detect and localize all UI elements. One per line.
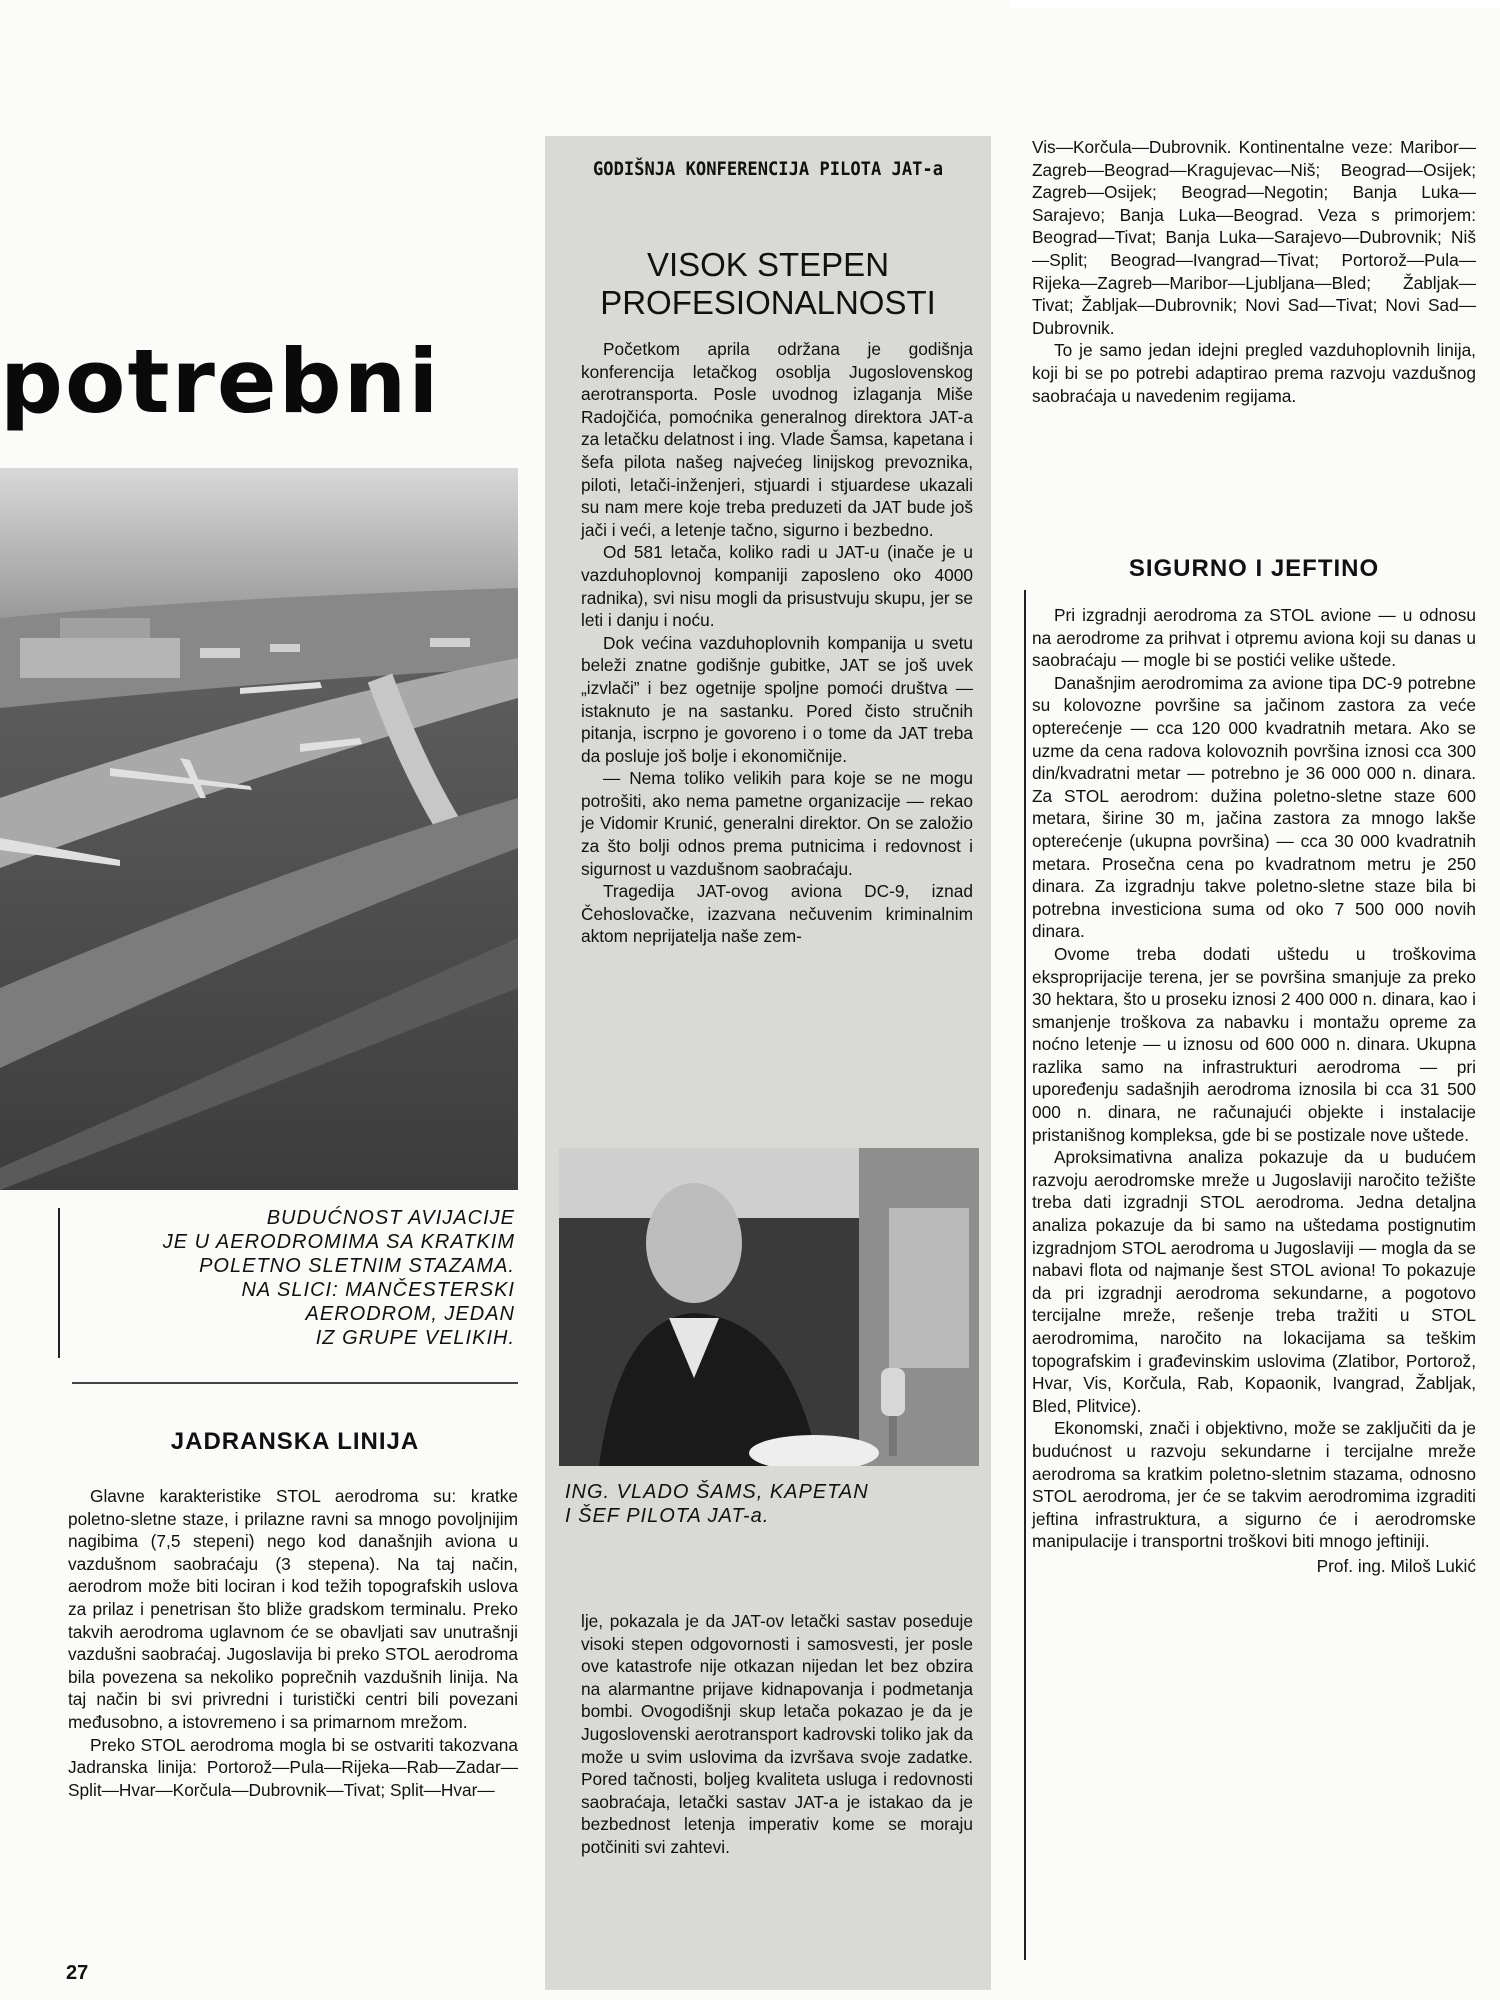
top-margin [1010, 0, 1500, 8]
box-title-line: VISOK STEPEN [646, 246, 890, 283]
box-text-continued [581, 1610, 973, 1859]
right-column-top-text [1032, 136, 1476, 407]
paragraph: Početkom aprila održana je godišnja konferencija letačkog osoblja Jugoslovenskog aerotransporta. Posle uvodnog izlaganja Miše Radojčića, pomoćnika generalnog direktora JAT-a za letačku delatnost i ing. Vlade Šamsa, kapetana i šefa pilota našeg najvećeg linijskog prevoznika, piloti, letači-inženjeri, stjuardi i stjuardese ukazali su nam mere koje treba preduzeti da JAT bude još jači i veći, a letenje tačno, sigurno i bezbedno. [581, 339, 973, 540]
paragraph: Vis—Korčula—Dubrovnik. Kontinentalne veze: Maribor—Zagreb—Beograd—Kragujevac—Niš; Beograd—Osijek; Zagreb—Osijek; Beograd—Negotin; Banja Luka—Sarajevo; Banja Luka—Beograd. Veza s primorjem: Beograd—Tivat; Banja Luka—Sarajevo—Dubrovnik; Niš—Split; Beograd—Ivangrad—Tivat; Portorož—Pula—Rijeka—Zagreb—Maribor—Ljubljana—Bled; Žabljak—Tivat; Žabljak—Dubrovnik; Novi Sad—Tivat; Novi Sad—Dubrovnik. [1032, 137, 1476, 338]
photo-caption-line: NA SLICI: MANČESTERSKI [241, 1279, 515, 1301]
paragraph: Preko STOL aerodroma mogla bi se ostvariti takozvana Jadranska linija: Portorož—Pula—Rijeka—Rab—Zadar—Split—Hvar—Korčula—Dubrovnik—Tivat; Split—Hvar— [68, 1734, 518, 1800]
paragraph: — Nema toliko velikih para koje se ne mogu potrošiti, ako nema pametne organizacije — rekao je Vidomir Krunić, generalni direktor. On se založio za što bolji odnos prema putnicima i redovnost i sigurnost u vazdušnom saobraćaju. [581, 768, 973, 879]
section-divider [72, 1382, 518, 1384]
paragraph: Od 581 letača, koliko radi u JAT-u (inače je u vazduhoplovnoj kompaniji zaposleno oko 4000 radnika), svi nisu mogli da prisustvuju skupu, jer se leti i danju i noću. [581, 542, 973, 631]
airport-aerial-photo [0, 468, 518, 1190]
section-title-jadranska: JADRANSKA LINIJA [170, 1428, 420, 1455]
photo-caption-line: JE U AERODROMIMA SA KRATKIM [162, 1231, 515, 1253]
left-column-text [68, 1485, 518, 1801]
paragraph: Ovome treba dodati uštedu u troškovima eksproprijacije terena, jer se površina smanjuje za preko 30 hektara, što u proseku iznosi 2 400 000 n. dinara, kao i smanjenje troškova za nabavku i montažu opreme za noćno letenje — u iznosu od 600 000 n. dinara. Ukupna razlika samo na infrastrukturi aerodroma — pri upoređenju sadašnjih aerodroma iznosila bi cca 31 500 000 n. dinara, ne računajući objekte i instalacije pristanišnog kompleksa, gde bi se postizale nove uštede. [1032, 943, 1476, 1145]
paragraph: Dok većina vazduhoplovnih kompanija u svetu beleži znatne godišnje gubitke, JAT se još uvek „izvlači” i bez ogetnije spoljne pomoći društva — istaknuto je na sastanku. Pored čisto stručnih pitanja, iscrpno je govoreno i o tome da JAT treba da posluje još bolje i ekonomičnije. [581, 632, 973, 766]
paragraph: Današnjim aerodromima za avione tipa DC-9 potrebne su kolovozne površine sa jačinom zastora za veće opterećenje — cca 120 000 kvadratnih metara. Ako se uzme da cena radova kolovoznih površina iznosi cca 300 din/kvadratni metar — potrebno je 36 000 000 n. dinara. Za STOL aerodrom: dužina poletno-sletne staze 600 metara, širine 30 m, jačina zastora za mnogo lakše opterećenje (ukupna površina) — cca 30 000 kvadratnih metara. Prosečna cena po kvadratnom metru je 250 dinara. Za izgradnju takve poletno-sletne staze bila bi potrebna investiciona suma od oko 7 500 000 novih dinara. [1032, 672, 1476, 942]
page-number: 27 [66, 1962, 89, 1984]
paragraph: Pri izgradnji aerodroma za STOL avione — u odnosu na aerodrome za prihvat i otpremu aviona koji su danas u saobraćaju — mogle bi se postići velike uštede. [1032, 605, 1476, 671]
photo-caption [70, 1206, 515, 1350]
box-title-line: PROFESIONALNOSTI [600, 284, 936, 321]
portrait-caption [565, 1480, 975, 1528]
photo-caption-line: IZ GRUPE VELIKIH. [315, 1327, 515, 1349]
airport-aerial-photo-image [0, 468, 518, 1190]
paragraph: To je samo jedan idejni pregled vazduhoplovnih linija, koji bi se po potrebi adaptirao prema razvoju vazdušnog saobraćaja u navedenim regijama. [1032, 340, 1476, 406]
right-column-text [1032, 604, 1476, 1578]
conference-article-box [545, 136, 991, 1990]
photo-caption-line: AERODROM, JEDAN [305, 1303, 515, 1325]
paragraph: Tragedija JAT-ovog aviona DC-9, iznad Čehoslovačke, izazvana nečuvenim kriminalnim aktom neprijatelja naše zem- [581, 881, 973, 947]
portrait-caption-line: I ŠEF PILOTA JAT-a. [565, 1505, 770, 1527]
paragraph: Ekonomski, znači i objektivno, može se zaključiti da je budućnost u razvoju sekundarne i tercijalne mreže aerodroma sa kratkim poletno-sletnim stazama, odnosno STOL aerodroma, jer će se takvim aerodromima izgraditi jeftina infrastruktura, a sigurno će i aerodromske manipulacije i transportni troškovi biti mnogo jeftiniji. [1032, 1418, 1476, 1552]
pilot-portrait-image [559, 1148, 979, 1466]
column-rule [1024, 590, 1026, 1960]
paragraph: lje, pokazala je da JAT-ov letački sastav poseduje visoki stepen odgovornosti i samosvesti, jer posle ove katastrofe nije otkazan nijedan let bez obzira na alarmantne prijave kidnapovanja i podmetanja bombi. Ovogodišnji skup letača pokazao je da je Jugoslovenski aerotransport kadrovski toliko jak da može u svim uslovima da izvršava svoje zadatke. Pored tačnosti, boljeg kvaliteta usluga i redovnosti saobraćaja, letački sastav JAT-a je istakao da je bezbednost letenja imperativ kome se moraju potčiniti svi zahtevi. [581, 1611, 973, 1857]
section-title-sigurno: SIGURNO I JEFTINO [1128, 555, 1380, 582]
portrait-caption-line: ING. VLADO ŠAMS, KAPETAN [565, 1481, 869, 1503]
paragraph: Aproksimativna analiza pokazuje da u budućem razvoju aerodromske mreže u Jugoslaviji naročito težište treba dati izgradnji STOL aerodroma. Jedna detaljna analiza pokazuje da bi samo na uštedama postignutim izgradnjom STOL aerodroma u Jugoslaviji — mogla da se nabavi flota od najmanje šest STOL aviona! To pokazuje da pri izgradnji aerodroma sekundarne, a pogotovo tercijalne mreže, rešenje treba tražiti u STOL aerodromima, naročito na lokacijama sa teškim topografskim i građevinskim uslovima (Zlatibor, Portorož, Hvar, Vis, Korčula, Rab, Kopaonik, Ivangrad, Žabljak, Bled, Plitvice). [1032, 1147, 1476, 1416]
paragraph: Glavne karakteristike STOL aerodroma su: kratke poletno-sletne staze, i prilazne ravni sa mnogo povoljnijim nagibima (7,5 stepeni) nego kod današnjih aviona u vazdušnom saobraćaju (3 stepena). Na taj način, aerodrom može biti lociran i kod težih topografskih uslova za prilaz i penetrisan što bliže gradskom terminalu. Preko takvih aerodroma uglavnom će se obavljati sav unutrašnji vazdušni saobraćaj. Jugoslavija bi preko STOL aerodroma bila povezena sa nekoliko poprečnih vazdušnih linija. Na taj način bi svi privredni i turistički centri bili povezani međusobno, a istovremeno i sa primarnom mrežom. [68, 1486, 518, 1732]
headline: potrebni [0, 330, 441, 433]
box-kicker: GODIŠNJA KONFERENCIJA PILOTA JAT-a [592, 158, 944, 180]
photo-caption-line: POLETNO SLETNIM STAZAMA. [199, 1255, 515, 1277]
pilot-portrait-photo [559, 1148, 979, 1466]
box-text [581, 338, 973, 948]
box-title [545, 246, 991, 322]
caption-rule [58, 1208, 60, 1358]
author-signature: Prof. ing. Miloš Lukić [1316, 1555, 1476, 1576]
photo-caption-line: BUDUĆNOST AVIJACIJE [266, 1207, 515, 1229]
